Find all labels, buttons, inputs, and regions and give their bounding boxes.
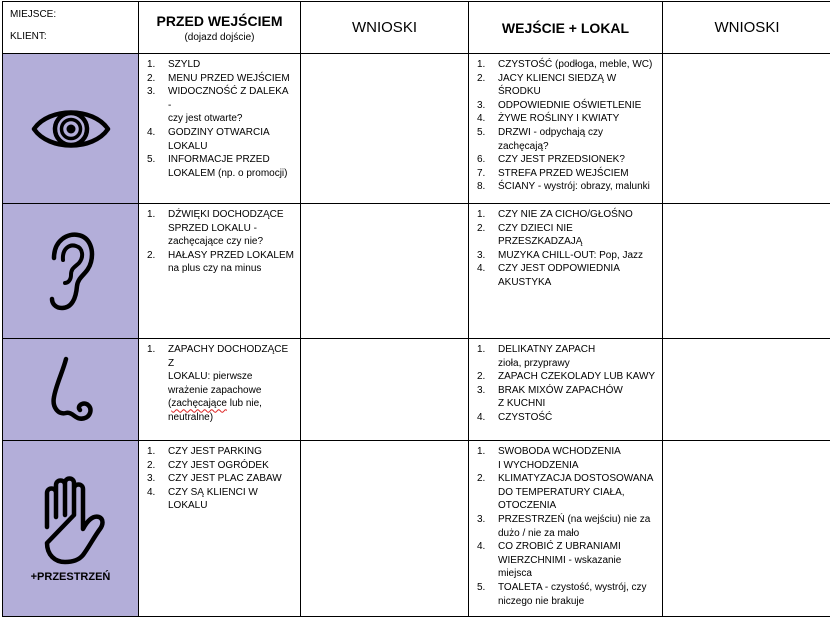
list-item: 3. BRAK MIXÓW ZAPACHÓW Z KUCHNI [477, 384, 623, 410]
before-list-hearing [139, 204, 300, 276]
inside-cell-smell [469, 339, 663, 441]
before-cell-sight [139, 54, 301, 204]
ear-icon [46, 230, 96, 312]
col-header-conclusions-2 [663, 2, 830, 54]
sensory-audit-table [2, 1, 830, 617]
list-item: 2. CZY DZIECI NIE PRZESZKADZAJĄ [477, 222, 583, 248]
meta-cell [3, 2, 139, 54]
col-before-subtitle: (dojazd dojście) [184, 32, 255, 43]
row-sight [3, 54, 830, 204]
list-item: 1. ZAPACHY DOCHODZĄCE Z LOKALU: pierwsze wrażenie zapachowe (zachęcające lub nie, neutralne) [147, 344, 289, 423]
list-item: 2. MENU PRZED WEJŚCIEM [147, 72, 290, 84]
inside-cell-sight [469, 54, 663, 204]
col-conclusions-1-title: WNIOSKI [351, 19, 417, 36]
nose-icon [46, 355, 96, 425]
before-list-sight [139, 54, 300, 180]
row-smell [3, 339, 830, 441]
inside-cell-hearing [469, 204, 663, 339]
sense-cell-touch-space [3, 441, 139, 617]
list-item: 2. CZY JEST OGRÓDEK [147, 459, 269, 471]
list-item: 5. DRZWI - odpychają czy zachęcają? [477, 126, 604, 152]
before-list-smell [139, 339, 300, 425]
list-item: 2. ZAPACH CZEKOLADY LUB KAWY [477, 371, 656, 383]
list-item: 1. CZY NIE ZA CICHO/GŁOŚNO [477, 209, 633, 220]
conclusions-1-cell-smell[interactable] [301, 339, 469, 441]
header-row [3, 2, 830, 54]
conclusions-2-cell-hearing[interactable] [663, 204, 830, 339]
list-item: 4. ŻYWE ROŚLINY I KWIATY [477, 113, 620, 125]
list-item: 1. SZYLD [147, 59, 201, 70]
sense-cell-sight [3, 54, 139, 204]
list-item: 4. CZY JEST ODPOWIEDNIA AKUSTYKA [477, 263, 620, 288]
list-item: 4. CZYSTOŚĆ [477, 411, 553, 423]
sense-cell-hearing [3, 204, 139, 339]
conclusions-2-cell-sight[interactable] [663, 54, 830, 204]
list-item: 2. KLIMATYZACJA DOSTOSOWANA DO TEMPERATURY CIAŁA, OTOCZENIA [477, 473, 654, 512]
list-item: 3. PRZESTRZEŃ (na wejściu) nie za dużo / nie za mało [477, 513, 651, 539]
list-item: 3. CZY JEST PLAC ZABAW [147, 473, 282, 485]
conclusions-1-cell-touch-space[interactable] [301, 441, 469, 617]
col-header-before [139, 2, 301, 54]
list-item: 1. DŹWIĘKI DOCHODZĄCE SPRZED LOKALU - zachęcające czy nie? [147, 209, 284, 248]
col-header-inside [469, 2, 663, 54]
list-item: 1. CZYSTOŚĆ (podłoga, meble, WC) [477, 59, 653, 70]
before-cell-smell [139, 339, 301, 441]
list-item: 6. CZY JEST PRZEDSIONEK? [477, 154, 625, 166]
list-item: 2. HAŁASY PRZED LOKALEM na plus czy na minus [147, 249, 294, 275]
before-cell-touch-space [139, 441, 301, 617]
client-label: KLIENT: [10, 31, 47, 42]
list-item: 1. CZY JEST PARKING [147, 446, 262, 457]
inside-list-hearing [469, 204, 662, 290]
conclusions-2-cell-smell[interactable] [663, 339, 830, 441]
inside-cell-touch-space [469, 441, 663, 617]
before-list-touch-space [139, 441, 300, 513]
conclusions-1-cell-hearing[interactable] [301, 204, 469, 339]
list-item: 5. INFORMACJE PRZED LOKALEM (np. o promocji) [147, 154, 288, 179]
place-label: MIEJSCE: [10, 9, 57, 20]
before-cell-hearing [139, 204, 301, 339]
list-item: 8. ŚCIANY - wystrój: obrazy, malunki [477, 181, 650, 193]
row-hearing [3, 204, 830, 339]
list-item: 4. GODZINY OTWARCIA LOKALU [147, 126, 270, 152]
col-inside-title: WEJŚCIE + LOKAL [501, 20, 630, 36]
list-item: 4. CZY SĄ KLIENCI W LOKALU [147, 486, 258, 512]
sense-label-space: +PRZESTRZEŃ [30, 570, 111, 583]
list-item: 2. JACY KLIENCI SIEDZĄ W ŚRODKU [477, 72, 617, 98]
conclusions-1-cell-sight[interactable] [301, 54, 469, 204]
col-before-title: PRZED WEJŚCIEM [156, 13, 283, 29]
sense-cell-smell [3, 339, 139, 441]
list-item: 1. SWOBODA WCHODZENIA I WYCHODZENIA [477, 446, 621, 471]
inside-list-sight [469, 54, 662, 194]
hand-icon [31, 475, 111, 565]
col-conclusions-2-title: WNIOSKI [714, 19, 780, 36]
eye-icon [31, 101, 111, 157]
list-item: 3. WIDOCZNOŚĆ Z DALEKA - czy jest otwarte? [147, 86, 289, 125]
list-item: 4. CO ZROBIĆ Z UBRANIAMI WIERZCHNIMI - wskazanie miejsca [477, 541, 622, 580]
col-header-conclusions-1 [301, 2, 469, 54]
inside-list-touch-space [469, 441, 662, 608]
list-item: 3. MUZYKA CHILL-OUT: Pop, Jazz [477, 249, 644, 261]
spellcheck-word: zachęcające [171, 398, 227, 410]
row-touch-space [3, 441, 830, 617]
list-item: 5. TOALETA - czystość, wystrój, czy niczego nie brakuje [477, 581, 647, 607]
conclusions-2-cell-touch-space[interactable] [663, 441, 830, 617]
list-item: 7. STREFA PRZED WEJŚCIEM [477, 167, 629, 179]
list-item: 3. ODPOWIEDNIE OŚWIETLENIE [477, 99, 642, 111]
list-item: 1. DELIKATNY ZAPACH zioła, przyprawy [477, 344, 596, 369]
inside-list-smell [469, 339, 662, 425]
